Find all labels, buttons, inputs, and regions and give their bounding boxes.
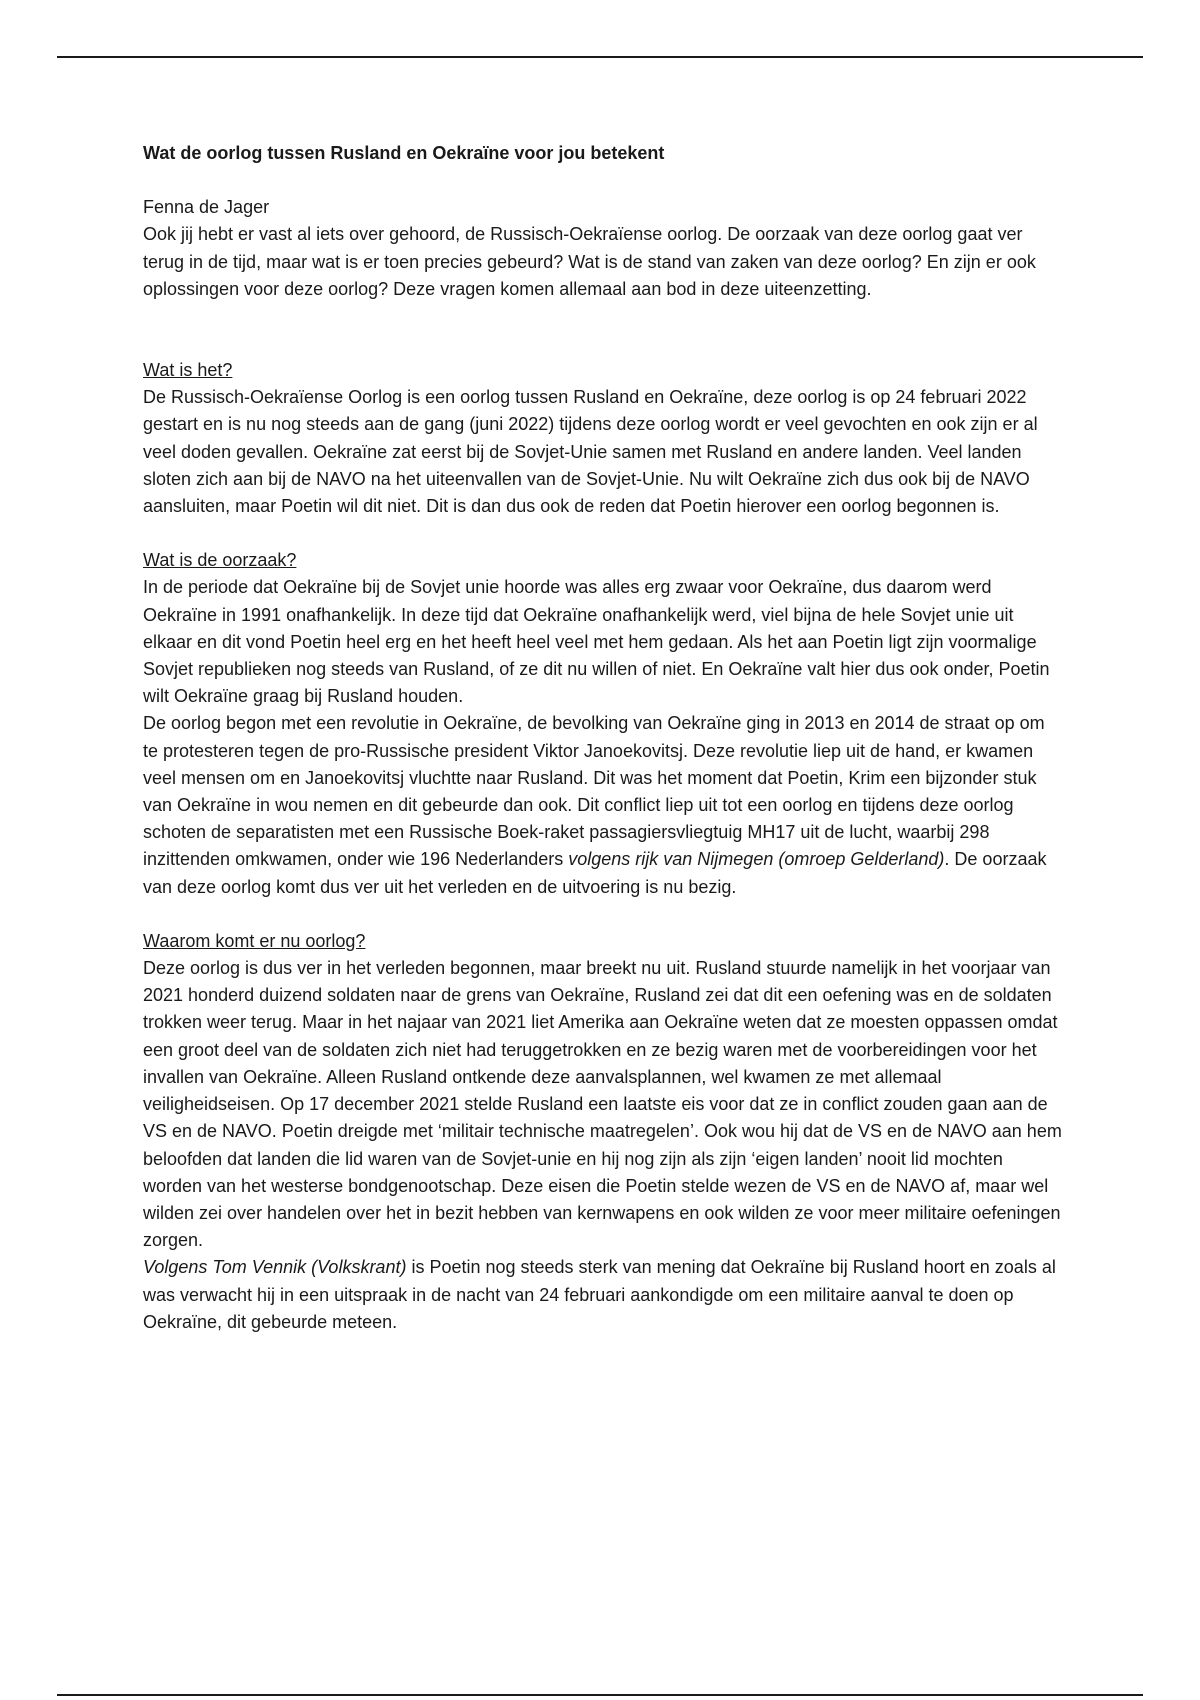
header-rule (57, 56, 1143, 58)
section-paragraph: De Russisch-Oekraïense Oorlog is een oorlog tussen Rusland en Oekraïne, deze oorlog is op 24 februari 2022 gestart en is nu nog steeds aan de gang (juni 2022) tijdens deze oorlog wordt er veel gevochten en ook zijn er al veel doden gevallen. Oekraïne zat eerst bij de Sovjet-Unie samen met Rusland en andere landen. Veel landen sloten zich aan bij de NAVO na het uiteenvallen van de Sovjet-Unie. Nu wilt Oekraïne zich dus ook bij de NAVO aansluiten, maar Poetin wil dit niet. Dit is dan dus ook de reden dat Poetin hierover een oorlog begonnen is. (143, 387, 1038, 517)
source-citation: volgens rijk van Nijmegen (omroep Gelderland) (568, 849, 945, 870)
section-heading: Wat is het? (143, 360, 233, 381)
footer-rule (57, 1694, 1143, 1696)
document-title: Wat de oorlog tussen Rusland en Oekraïne voor jou betekent (143, 143, 665, 163)
document-body (143, 140, 1063, 1336)
section-paragraph: In de periode dat Oekraïne bij de Sovjet unie hoorde was alles erg zwaar voor Oekraïne, dus daarom werd Oekraïne in 1991 onafhankelijk. In deze tijd dat Oekraïne onafhankelijk werd, viel bijna de hele Sovjet unie uit elkaar en dit vond Poetin heel erg en het heeft heel veel met hem gedaan. Als het aan Poetin ligt zijn voormalige Sovjet republieken nog steeds van Rusland, of ze dit nu willen of niet. En Oekraïne valt hier dus ook onder, Poetin wilt Oekraïne graag bij Rusland houden. (143, 577, 1050, 707)
section-paragraph (143, 710, 1063, 900)
paragraph-text: is Poetin nog steeds sterk van mening dat Oekraïne bij Rusland hoort en zoals al was verwacht hij in een uitspraak in de nacht van 24 februari aankondigde om een militaire aanval te doen op Oekraïne, dit gebeurde meteen. (143, 1257, 1056, 1332)
intro-paragraph: Ook jij hebt er vast al iets over gehoord, de Russisch-Oekraïense oorlog. De oorzaak van deze oorlog gaat ver terug in de tijd, maar wat is er toen precies gebeurd? Wat is de stand van zaken van deze oorlog? En zijn er ook oplossingen voor deze oorlog? Deze vragen komen allemaal aan bod in deze uiteenzetting. (143, 224, 1036, 299)
section-paragraph: Deze oorlog is dus ver in het verleden begonnen, maar breekt nu uit. Rusland stuurde namelijk in het voorjaar van 2021 honderd duizend soldaten naar de grens van Oekraïne, Rusland zei dat dit een oefening was en de soldaten trokken weer terug. Maar in het najaar van 2021 liet Amerika aan Oekraïne weten dat ze moesten oppassen omdat een groot deel van de soldaten zich niet had teruggetrokken en ze bezig waren met de voorbereidingen voor het invallen van Oekraïne. Alleen Rusland ontkende deze aanvalsplannen, wel kwamen ze met allemaal veiligheidseisen. Op 17 december 2021 stelde Rusland een laatste eis voor dat ze in conflict zouden gaan aan de VS en de NAVO. Poetin dreigde met ‘militair technische maatregelen’. Ook wou hij dat de VS en de NAVO aan hem beloofden dat landen die lid waren van de Sovjet-unie en hij nog zijn als zijn ‘eigen landen’ nooit lid mochten worden van het westerse bondgenootschap. Deze eisen die Poetin stelde wezen de VS en de NAVO af, maar wel wilden zei over handelen over het in bezit hebben van kernwapens en ook wilden ze voor meer militaire oefeningen zorgen. (143, 958, 1062, 1251)
section-paragraph (143, 1254, 1063, 1336)
section-heading: Waarom komt er nu oorlog? (143, 930, 366, 951)
document-author: Fenna de Jager (143, 197, 270, 218)
section-what-is-it (143, 357, 1063, 520)
section-heading: Wat is de oorzaak? (143, 550, 297, 571)
source-citation: Volgens Tom Vennik (Volkskrant) (143, 1257, 407, 1278)
section-why-now (143, 928, 1063, 1336)
paragraph-text: . De oorzaak van deze oorlog komt dus ver uit het verleden en de uitvoering is nu bezig. (143, 849, 1047, 897)
section-cause (143, 547, 1063, 901)
paragraph-text: De oorlog begon met een revolutie in Oekraïne, de bevolking van Oekraïne ging in 2013 en 2014 de straat op om te protesteren tegen de pro-Russische president Viktor Janoekovitsj. Deze revolutie liep uit de hand, er kwamen veel mensen om en Janoekovitsj vluchtte naar Rusland. Dit was het moment dat Poetin, Krim een bijzonder stuk van Oekraïne in wou nemen en dit gebeurde dan ook. Dit conflict liep uit tot een oorlog en tijdens deze oorlog schoten de separatisten met een Russische Boek-raket passagiersvliegtuig MH17 uit de lucht, waarbij 298 inzittenden omkwamen, onder wie 196 Nederlanders (143, 713, 1045, 870)
